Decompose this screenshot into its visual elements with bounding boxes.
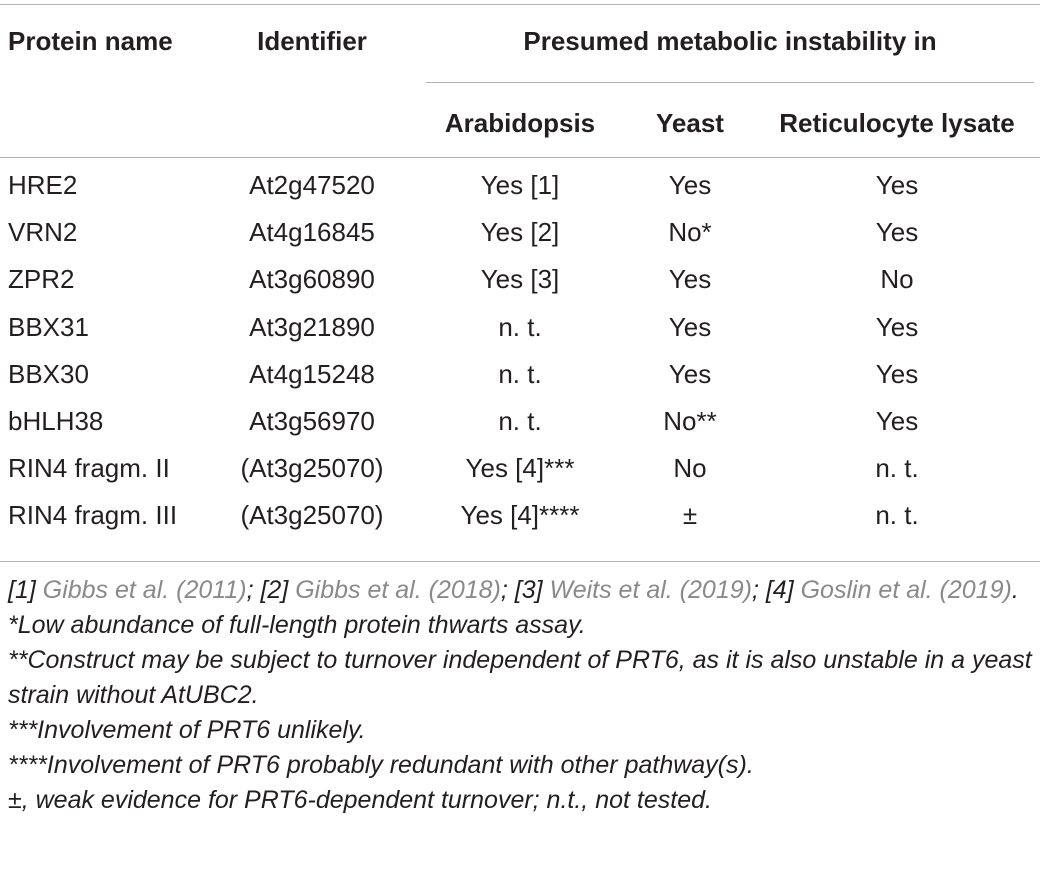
cell-reticulocyte: Yes [875,311,919,342]
cell-arabidopsis: n. t. [498,358,542,389]
footnote-note: ±, weak evidence for PRT6-dependent turnover; n.t., not tested. [8,786,712,814]
cell-identifier: At3g56970 [249,406,375,436]
cell-identifier: At3g21890 [249,311,375,342]
cell-identifier: At4g15248 [249,358,375,389]
footnote-note: *Low abundance of full-length protein thwarts assay. [8,611,586,639]
cell-yeast: Yes [668,264,712,295]
cell-yeast: No* [668,217,712,248]
header-group-rule [426,82,1034,83]
ref-link[interactable]: Goslin et al. (2019) [800,576,1012,604]
cell-arabidopsis: Yes [1] [480,170,560,200]
table-row [0,492,1040,539]
header-reticulocyte: Reticulocyte lysate [779,108,1015,138]
ref-sep: . [1011,576,1019,604]
ref-sep: ; [246,576,254,604]
cell-arabidopsis: Yes [2] [480,217,560,248]
ref-link[interactable]: Weits et al. (2019) [549,576,752,604]
cell-protein-name: BBX31 [8,311,89,342]
footnote-note: ****Involvement of PRT6 probably redundant with other pathway(s). [8,751,754,779]
header-arabidopsis: Arabidopsis [444,108,596,138]
table-row [0,256,1040,303]
cell-protein-name: RIN4 fragm. III [8,500,178,531]
cell-protein-name: VRN2 [8,217,78,248]
cell-yeast: No [673,453,707,484]
cell-yeast: No** [663,406,717,436]
cell-identifier: (At3g25070) [240,500,384,531]
cell-identifier: At4g16845 [249,217,375,248]
cell-protein-name: BBX30 [8,358,89,389]
header-protein-name: Protein name [8,26,173,56]
cell-protein-name: HRE2 [8,170,78,200]
table-footnotes [8,573,1038,818]
ref-link[interactable]: Gibbs et al. (2011) [42,576,247,604]
cell-protein-name: bHLH38 [8,406,104,436]
cell-arabidopsis: Yes [4]*** [465,453,575,484]
ref-tag: [2] [260,576,289,604]
ref-sep: ; [500,576,508,604]
table-row [0,398,1040,445]
table-top-rule [0,4,1040,5]
cell-reticulocyte: n. t. [875,453,919,484]
cell-reticulocyte: Yes [875,358,919,389]
table-row [0,162,1040,209]
cell-reticulocyte: No [880,264,914,295]
cell-arabidopsis: Yes [3] [480,264,560,295]
cell-yeast: Yes [668,311,712,342]
table-row [0,304,1040,351]
cell-reticulocyte: Yes [875,217,919,248]
table-row [0,351,1040,398]
footnote-note: ***Involvement of PRT6 unlikely. [8,716,366,744]
ref-tag: [3] [514,576,543,604]
footnote-note: **Construct may be subject to turnover independent of PRT6, as it is also unstable in a yeast strain without AtUBC2. [8,646,1032,709]
cell-reticulocyte: n. t. [875,500,919,531]
header-bottom-rule [0,157,1040,158]
header-yeast: Yeast [656,108,724,138]
cell-identifier: At2g47520 [249,170,375,200]
cell-identifier: At3g60890 [249,264,375,295]
ref-tag: [1] [8,576,36,604]
cell-reticulocyte: Yes [875,170,919,200]
cell-reticulocyte: Yes [875,406,919,436]
header-instability-group: Presumed metabolic instability in [523,26,937,56]
cell-identifier: (At3g25070) [240,453,384,484]
table-row [0,445,1040,492]
ref-tag: [4] [765,576,794,604]
table-row [0,209,1040,256]
cell-arabidopsis: Yes [4]**** [460,500,580,531]
footnote-references [8,573,1038,608]
cell-arabidopsis: n. t. [498,406,542,436]
ref-link[interactable]: Gibbs et al. (2018) [295,576,501,604]
cell-yeast: Yes [668,170,712,200]
cell-yeast: ± [682,500,698,531]
header-identifier: Identifier [257,26,367,56]
cell-arabidopsis: n. t. [498,311,542,342]
cell-protein-name: ZPR2 [8,264,75,295]
cell-protein-name: RIN4 fragm. II [8,453,170,484]
cell-yeast: Yes [668,358,712,389]
table-bottom-rule [0,561,1040,562]
ref-sep: ; [751,576,759,604]
